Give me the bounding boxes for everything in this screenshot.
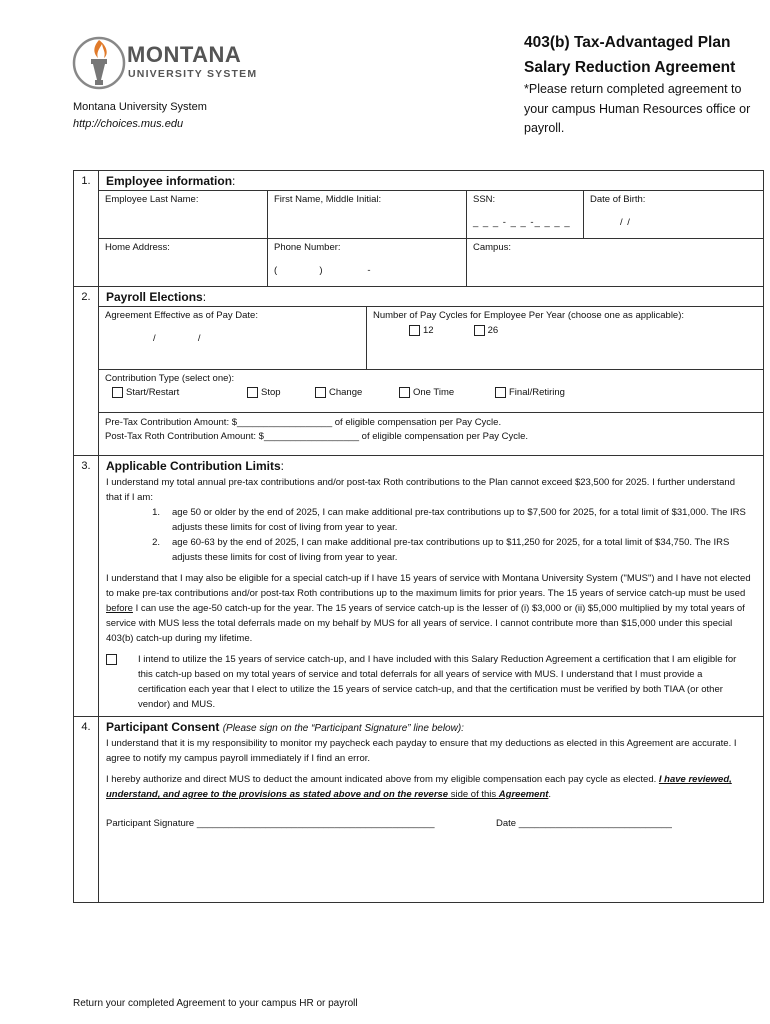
- dob-mask: / /: [620, 217, 631, 228]
- payroll-grid: [99, 306, 763, 455]
- list-item: 1. age 50 or older by the end of 2025, I can make additional pre-tax contributions up to $7,500 for 2025, for a total limit of $31,000. The IRS adjusts these limits for cost of living from year to year.: [152, 507, 746, 533]
- checkbox-icon[interactable]: [315, 387, 326, 398]
- form-title-line2: Salary Reduction Agreement: [524, 59, 736, 76]
- checkbox-icon[interactable]: [106, 654, 117, 665]
- signature-row: [106, 818, 763, 829]
- checkbox-icon[interactable]: [474, 325, 485, 336]
- agreement-form: [73, 170, 764, 903]
- option-start-restart[interactable]: Start/Restart: [112, 387, 247, 398]
- contribution-options: [112, 387, 757, 398]
- mus-logo: [72, 34, 262, 92]
- section-number: 1.: [74, 171, 99, 287]
- posttax-amount-field[interactable]: Post-Tax Roth Contribution Amount: $__________________ of eligible compensation per Pay Cycle.: [105, 431, 529, 442]
- option-stop[interactable]: Stop: [247, 387, 315, 398]
- section-participant-consent: [74, 717, 764, 903]
- limits-list: [106, 505, 753, 565]
- contribution-amounts: [99, 413, 763, 456]
- last-name-field[interactable]: Employee Last Name:: [99, 191, 268, 239]
- list-item: 2. age 60-63 by the end of 2025, I can make additional pre-tax contributions up to $11,250 for 2025, for a total limit of $34,750. The IRS adjusts these limits for cost of living from year to year.: [152, 537, 730, 563]
- pay-cycles-field: Number of Pay Cycles for Employee Per Year (choose one as applicable): 12 26: [367, 307, 764, 370]
- org-name: Montana University System: [73, 101, 207, 113]
- limits-intro: I understand my total annual pre-tax contributions and/or post-tax Roth contributions to the Plan cannot exceed $23,500 for 2025. I further understand that if I am:: [106, 477, 735, 503]
- contribution-type-field: Contribution Type (select one): Start/Restart Stop Change One Time Final/Retiring: [99, 370, 763, 413]
- phone-field[interactable]: Phone Number: ( ) -: [268, 239, 467, 287]
- return-note: *Please return completed agreement to your campus Human Resources office or payroll.: [524, 82, 751, 135]
- ssn-field[interactable]: SSN: _ _ _ - _ _ -_ _ _ _: [467, 191, 584, 239]
- form-title: [524, 30, 735, 80]
- cycle-12-option[interactable]: 12: [409, 325, 434, 336]
- logo-subtext: UNIVERSITY SYSTEM: [128, 68, 258, 80]
- ssn-mask: _ _ _ - _ _ -_ _ _ _: [473, 217, 571, 228]
- section-number: 4.: [74, 717, 99, 903]
- home-address-field[interactable]: Home Address:: [99, 239, 268, 287]
- section-payroll-elections: [74, 287, 764, 456]
- footer-note: Return your completed Agreement to your campus HR or payroll: [73, 998, 358, 1009]
- catchup-intent: I intend to utilize the 15 years of service catch-up, and I have included with this Salary Reduction Agreement a certification that I am eligible for this catch-up based on my total years of service and total deferrals for all years of service with MUS. I understand that I must provide a certification each year that I elect to utilize the 15 years of service catch-up, and that the certification must be verified by both TIAA (or other vendor) and MUS.: [106, 652, 753, 712]
- employee-info-grid: [99, 190, 763, 286]
- checkbox-icon[interactable]: [409, 325, 420, 336]
- consent-paragraph-1: I understand that it is my responsibility to monitor my paycheck each payday to ensure that my deductions as elected in this Agreement are accurate. I agree to notify my campus payroll immediately if I find an error.: [106, 738, 737, 764]
- cycle-26-option[interactable]: 26: [474, 325, 499, 336]
- dob-field[interactable]: Date of Birth: / /: [584, 191, 764, 239]
- org-info: [73, 99, 207, 133]
- torch-logo-icon: [72, 34, 126, 92]
- effective-date-field[interactable]: Agreement Effective as of Pay Date: / /: [99, 307, 367, 370]
- campus-field[interactable]: Campus:: [467, 239, 764, 287]
- first-name-field[interactable]: First Name, Middle Initial:: [268, 191, 467, 239]
- checkbox-icon[interactable]: [112, 387, 123, 398]
- checkbox-icon[interactable]: [399, 387, 410, 398]
- consent-paragraph-2: I hereby authorize and direct MUS to deduct the amount indicated above from my eligible compensation each pay cycle as elected. I have reviewed, understand, and agree to the provisions as stated above and on the reverse side of this Agreement.: [106, 774, 732, 800]
- phone-mask: ( ) -: [274, 265, 371, 276]
- section-title: Applicable Contribution Limits:: [106, 459, 285, 473]
- section-number: 2.: [74, 287, 99, 456]
- checkbox-icon[interactable]: [247, 387, 258, 398]
- participant-signature-line[interactable]: Participant Signature _____________________________________________: [106, 818, 435, 829]
- section-title: Employee information:: [106, 174, 236, 188]
- section-title: Payroll Elections:: [106, 290, 207, 304]
- option-final-retiring[interactable]: Final/Retiring: [495, 387, 565, 398]
- section-number: 3.: [74, 456, 99, 717]
- section-employee-info: [74, 171, 764, 287]
- logo-text: MONTANA: [127, 42, 242, 67]
- option-one-time[interactable]: One Time: [399, 387, 495, 398]
- form-title-line1: 403(b) Tax-Advantaged Plan: [524, 34, 731, 51]
- effective-date-mask: / /: [153, 333, 201, 344]
- section-title: Participant Consent (Please sign on the “Participant Signature” line below):: [106, 720, 464, 734]
- date-line[interactable]: Date _____________________________: [496, 818, 672, 829]
- catchup-paragraph: I understand that I may also be eligible for a special catch-up if I have 15 years of service with Montana University System ("MUS") and I have not elected to make pre-tax contributions and/or post-tax Roth contributions up to the maximum limits for prior years. The 15 years of service catch-up must be used before I can use the age-50 catch-up for the year. The 15 years of service catch-up is the lesser of (i) $3,000 or (ii) $5,000 multiplied by my total years of service with MUS less the total deferrals made on my behalf by MUS for all years of service. I cannot contribute more than $15,000 under this special 403(b) catch-up during my lifetime.: [106, 573, 751, 644]
- section-contribution-limits: [74, 456, 764, 717]
- checkbox-icon[interactable]: [495, 387, 506, 398]
- option-change[interactable]: Change: [315, 387, 399, 398]
- pretax-amount-field[interactable]: Pre-Tax Contribution Amount: $__________________ of eligible compensation per Pay Cycle.: [105, 417, 502, 428]
- org-url[interactable]: http://choices.mus.edu: [73, 118, 184, 130]
